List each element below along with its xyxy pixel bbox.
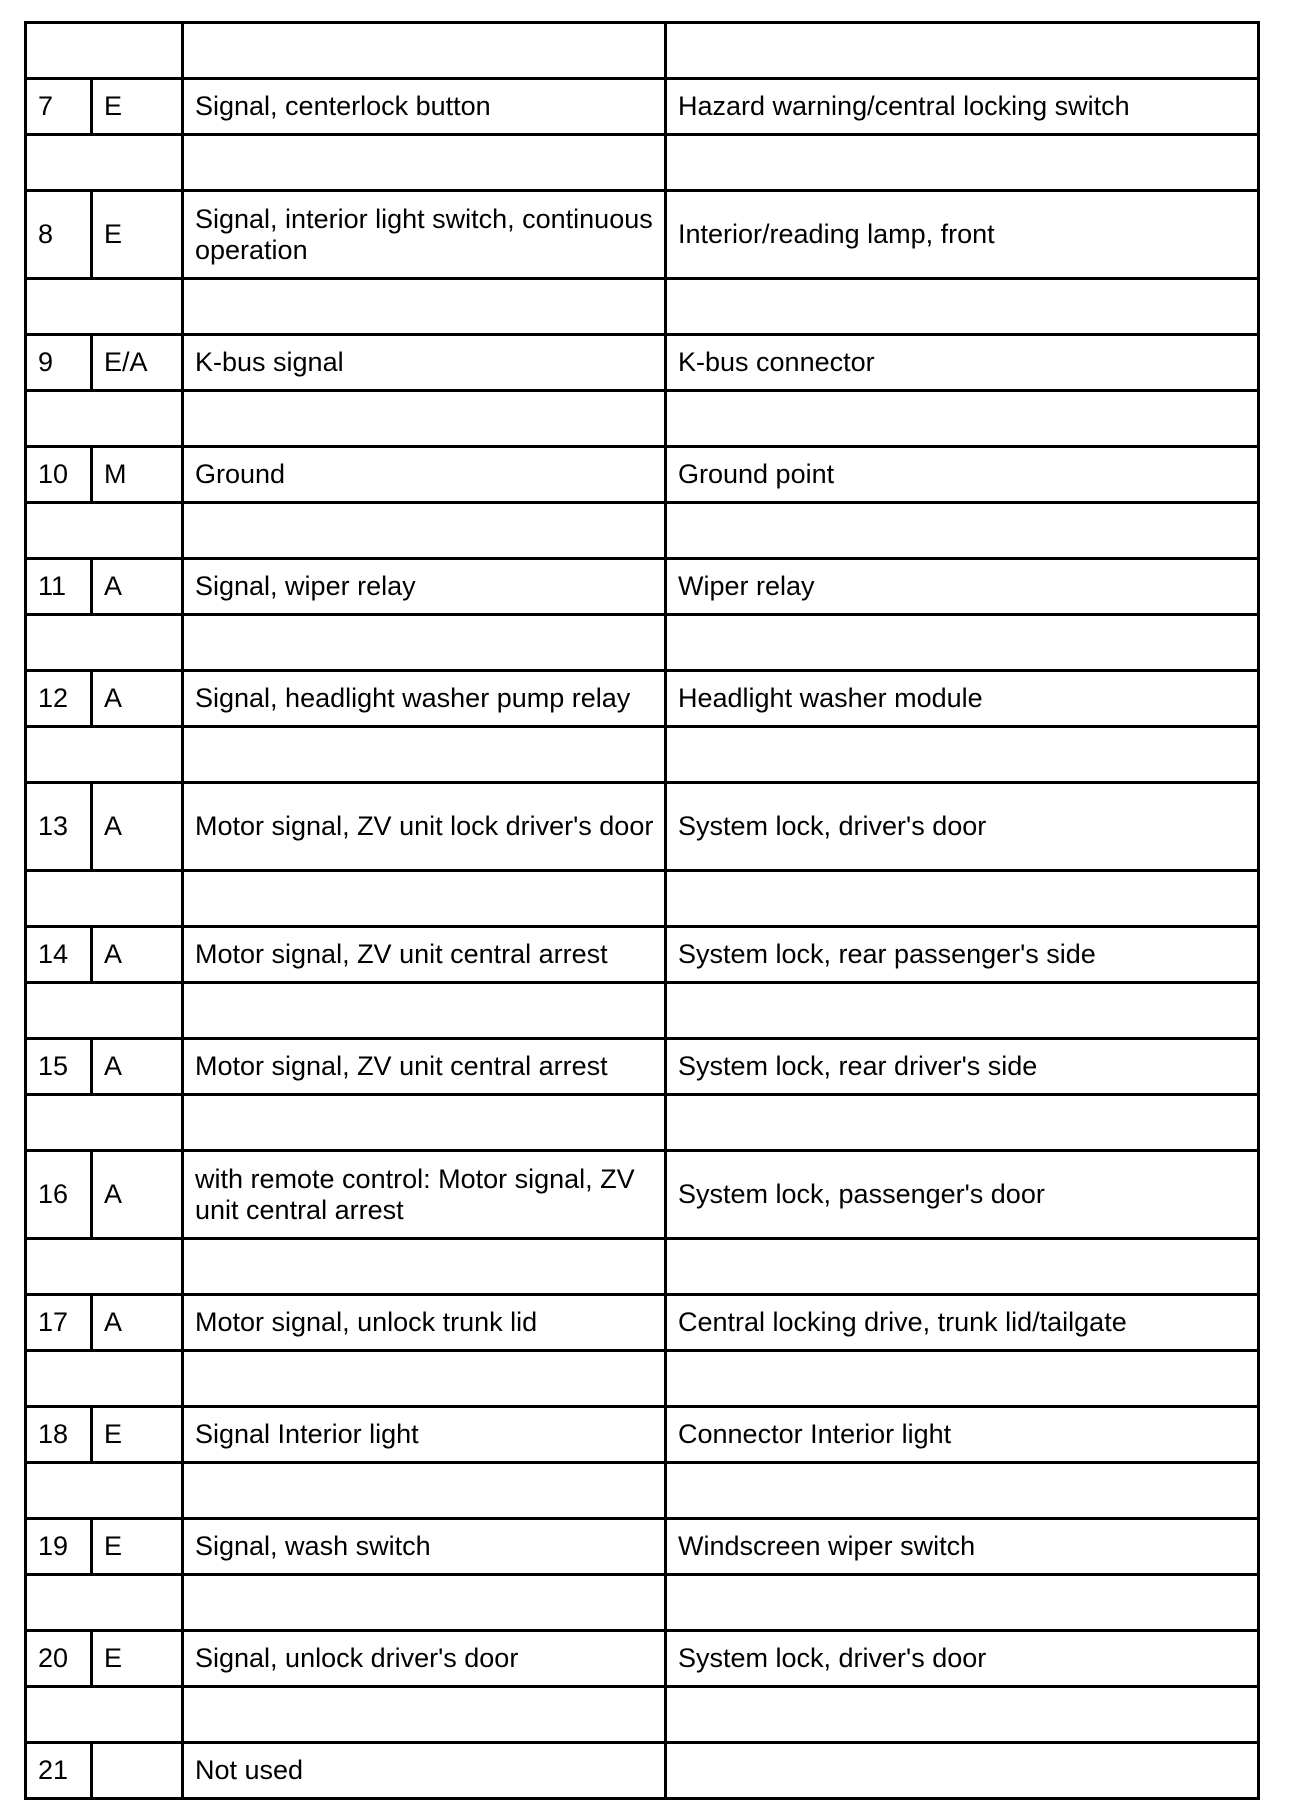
spacer-row: [26, 1095, 1259, 1151]
spacer-cell: [26, 871, 183, 927]
signal-cell: Not used: [183, 1743, 666, 1799]
spacer-row: [26, 1239, 1259, 1295]
io-cell: A: [92, 1151, 183, 1239]
pin-cell: 15: [26, 1039, 92, 1095]
connection-cell: K-bus connector: [666, 335, 1259, 391]
connection-cell: [666, 23, 1259, 79]
table-row: [26, 671, 1259, 727]
signal-cell: with remote control: Motor signal, ZV unit central arrest: [183, 1151, 666, 1239]
connection-cell: System lock, driver's door: [666, 783, 1259, 871]
spacer-cell: [183, 503, 666, 559]
signal-cell: Motor signal, unlock trunk lid: [183, 1295, 666, 1351]
spacer-cell: [666, 615, 1259, 671]
pin-cell: 12: [26, 671, 92, 727]
connection-cell: System lock, driver's door: [666, 1631, 1259, 1687]
spacer-row: [26, 1575, 1259, 1631]
spacer-cell: [26, 135, 183, 191]
io-cell: A: [92, 1039, 183, 1095]
spacer-cell: [666, 279, 1259, 335]
spacer-row: [26, 135, 1259, 191]
spacer-cell: [666, 1575, 1259, 1631]
spacer-cell: [26, 1351, 183, 1407]
table-row: [26, 79, 1259, 135]
pin-cell: 19: [26, 1519, 92, 1575]
signal-cell: Signal, centerlock button: [183, 79, 666, 135]
signal-cell: Signal, wiper relay: [183, 559, 666, 615]
pin-cell: 10: [26, 447, 92, 503]
table-row: [26, 23, 1259, 79]
io-cell: E: [92, 1519, 183, 1575]
table-row: [26, 783, 1259, 871]
spacer-row: [26, 983, 1259, 1039]
spacer-cell: [183, 1351, 666, 1407]
table-row: [26, 335, 1259, 391]
signal-cell: Signal, interior light switch, continuous operation: [183, 191, 666, 279]
spacer-row: [26, 1687, 1259, 1743]
connection-cell: System lock, passenger's door: [666, 1151, 1259, 1239]
spacer-cell: [183, 391, 666, 447]
io-cell: E: [92, 79, 183, 135]
spacer-cell: [666, 1095, 1259, 1151]
pin-cell: 16: [26, 1151, 92, 1239]
spacer-cell: [183, 1463, 666, 1519]
table-row: [26, 1151, 1259, 1239]
spacer-row: [26, 391, 1259, 447]
table-row: [26, 927, 1259, 983]
table-row: [26, 1631, 1259, 1687]
signal-cell: Motor signal, ZV unit central arrest: [183, 1039, 666, 1095]
spacer-cell: [26, 1687, 183, 1743]
signal-cell: Signal, headlight washer pump relay: [183, 671, 666, 727]
table-row: [26, 191, 1259, 279]
spacer-cell: [26, 1239, 183, 1295]
table-row: [26, 1407, 1259, 1463]
spacer-cell: [183, 615, 666, 671]
spacer-cell: [666, 391, 1259, 447]
io-cell: A: [92, 559, 183, 615]
spacer-row: [26, 279, 1259, 335]
spacer-row: [26, 1463, 1259, 1519]
spacer-cell: [26, 279, 183, 335]
spacer-cell: [666, 983, 1259, 1039]
signal-cell: K-bus signal: [183, 335, 666, 391]
pin-cell: 9: [26, 335, 92, 391]
spacer-row: [26, 1351, 1259, 1407]
io-cell: A: [92, 927, 183, 983]
pin-cell: 21: [26, 1743, 92, 1799]
io-cell: E: [92, 1407, 183, 1463]
spacer-cell: [666, 871, 1259, 927]
signal-cell: Signal, wash switch: [183, 1519, 666, 1575]
pin-cell: 8: [26, 191, 92, 279]
table-row: [26, 1743, 1259, 1799]
pin-assignment-table: [24, 21, 1260, 1800]
signal-cell: Motor signal, ZV unit lock driver's door: [183, 783, 666, 871]
spacer-row: [26, 871, 1259, 927]
spacer-cell: [183, 135, 666, 191]
io-cell: M: [92, 447, 183, 503]
spacer-row: [26, 615, 1259, 671]
spacer-cell: [666, 135, 1259, 191]
spacer-cell: [26, 503, 183, 559]
connection-cell: System lock, rear driver's side: [666, 1039, 1259, 1095]
spacer-cell: [26, 391, 183, 447]
spacer-cell: [666, 1239, 1259, 1295]
pin-cell: 7: [26, 79, 92, 135]
spacer-cell: [183, 871, 666, 927]
signal-cell: Signal, unlock driver's door: [183, 1631, 666, 1687]
pin-cell: [26, 23, 183, 79]
io-cell: E: [92, 191, 183, 279]
spacer-cell: [26, 1463, 183, 1519]
connection-cell: Central locking drive, trunk lid/tailgate: [666, 1295, 1259, 1351]
spacer-cell: [666, 503, 1259, 559]
connection-cell: Wiper relay: [666, 559, 1259, 615]
spacer-cell: [666, 1687, 1259, 1743]
spacer-row: [26, 503, 1259, 559]
table-row: [26, 1519, 1259, 1575]
io-cell: A: [92, 671, 183, 727]
connection-cell: Windscreen wiper switch: [666, 1519, 1259, 1575]
connection-cell: Headlight washer module: [666, 671, 1259, 727]
connection-cell: [666, 1743, 1259, 1799]
table-row: [26, 447, 1259, 503]
io-cell: [92, 1743, 183, 1799]
signal-cell: [183, 23, 666, 79]
pin-cell: 20: [26, 1631, 92, 1687]
pin-cell: 11: [26, 559, 92, 615]
pin-cell: 17: [26, 1295, 92, 1351]
table-row: [26, 1295, 1259, 1351]
io-cell: E/A: [92, 335, 183, 391]
spacer-cell: [183, 279, 666, 335]
table-row: [26, 559, 1259, 615]
spacer-row: [26, 727, 1259, 783]
table-body: [26, 23, 1259, 1799]
pin-cell: 13: [26, 783, 92, 871]
spacer-cell: [183, 1687, 666, 1743]
spacer-cell: [26, 727, 183, 783]
pin-cell: 18: [26, 1407, 92, 1463]
spacer-cell: [26, 1095, 183, 1151]
connection-cell: Interior/reading lamp, front: [666, 191, 1259, 279]
spacer-cell: [26, 983, 183, 1039]
spacer-cell: [666, 727, 1259, 783]
connection-cell: Ground point: [666, 447, 1259, 503]
spacer-cell: [183, 1095, 666, 1151]
spacer-cell: [183, 1239, 666, 1295]
spacer-cell: [26, 1575, 183, 1631]
spacer-cell: [183, 983, 666, 1039]
io-cell: A: [92, 1295, 183, 1351]
connection-cell: System lock, rear passenger's side: [666, 927, 1259, 983]
spacer-cell: [666, 1463, 1259, 1519]
connection-cell: Hazard warning/central locking switch: [666, 79, 1259, 135]
spacer-cell: [183, 1575, 666, 1631]
connection-cell: Connector Interior light: [666, 1407, 1259, 1463]
signal-cell: Signal Interior light: [183, 1407, 666, 1463]
pin-cell: 14: [26, 927, 92, 983]
io-cell: A: [92, 783, 183, 871]
signal-cell: Motor signal, ZV unit central arrest: [183, 927, 666, 983]
spacer-cell: [183, 727, 666, 783]
signal-cell: Ground: [183, 447, 666, 503]
io-cell: E: [92, 1631, 183, 1687]
spacer-cell: [26, 615, 183, 671]
spacer-cell: [666, 1351, 1259, 1407]
table-row: [26, 1039, 1259, 1095]
